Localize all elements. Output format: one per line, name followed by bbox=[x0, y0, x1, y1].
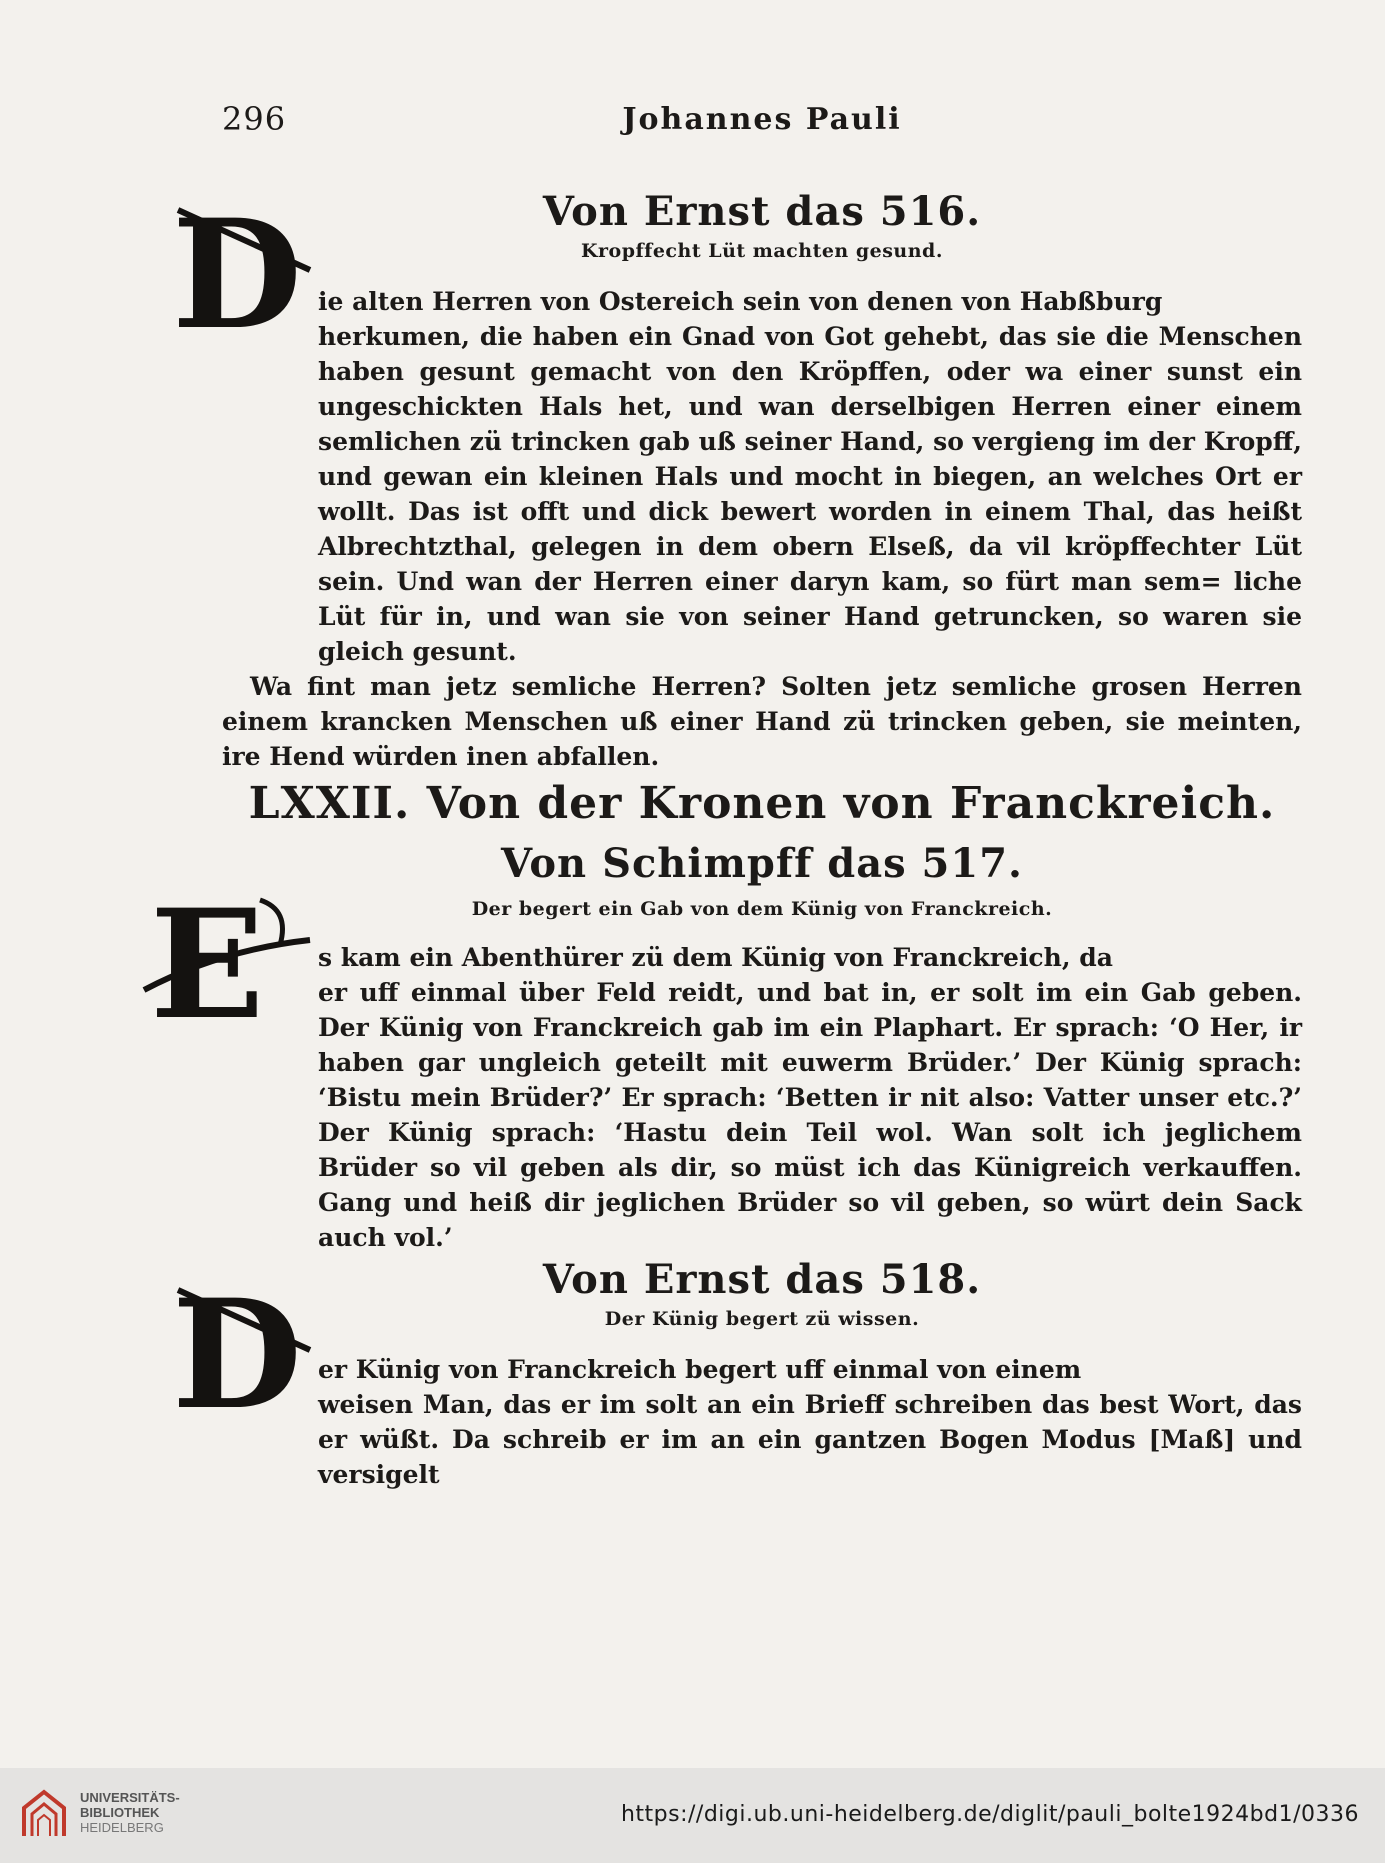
section-517-dropcap: E bbox=[150, 877, 265, 1053]
section-518-subheading: Der Künig begert zü wissen. bbox=[604, 1308, 920, 1330]
permalink-url[interactable]: https://digi.ub.uni-heidelberg.de/diglit/pauli_bolte1924bd1/0336 bbox=[620, 1802, 1359, 1827]
section-517-heading: Von Schimpff das 517. bbox=[501, 840, 1023, 887]
section-516-heading: Von Ernst das 516. bbox=[542, 188, 982, 235]
library-logo-icon bbox=[18, 1786, 70, 1844]
section-517-paragraph: er uff einmal über Feld reidt, und bat in, er solt im ein Gab geben. Der Künig von Franckreich gab im ein Plaphart. Er sprach: ‘O Her, ir haben gar ungleich geteilt mit euwerm Brüder.’ Der Künig sprach: ‘Bistu mein Brüder?’ Er sprach: ‘Betten ir nit also: Vatter unser etc.?’ Der Künig sprach: ‘Hastu dein Teil wol. Wan solt ich jeglichem Brüder so vil geben als dir, so müst ich das Künigreich verkauffen. Gang und heiß dir jeglichen Brüder so vil geben, so würt dein Sack auch vol.’ bbox=[318, 978, 1302, 1252]
section-516-paragraph: herkumen, die haben ein Gnad von Got gehebt, das sie die Menschen haben gesunt gemacht von den Kröpffen, oder wa einer sunst ein ungeschickten Hals het, und wan derselbigen Herren einer einem semlichen zü trincken gab uß seiner Hand, so vergieng im der Kropff, und gewan ein kleinen Hals und mocht in biegen, an welches Ort er wollt. Das ist offt und dick bewert worden in einem Thal, das heißt Albrechtzthal, gelegen in dem obern Elseß, da vil kröpffechter Lüt sein. Und wan der Herren einer daryn kam, so fürt man sem= liche Lüt für in, und wan sie von seiner Hand getruncken, so waren sie gleich gesunt. bbox=[318, 322, 1302, 666]
logo-line: HEIDELBERG bbox=[80, 1820, 164, 1835]
logo-line: BIBLIOTHEK bbox=[80, 1805, 160, 1820]
page-header bbox=[222, 92, 1302, 142]
library-logo-text bbox=[80, 1790, 180, 1835]
section-517-subheading: Der begert ein Gab von dem Künig von Franckreich. bbox=[471, 898, 1053, 920]
section-516-dropcap: D bbox=[172, 187, 303, 363]
section-518-paragraph: weisen Man, das er im solt an ein Brieff schreiben das best Wort, das er wüßt. Da schreib er im an ein gantzen Bogen Modus [Maß] und versigelt bbox=[318, 1390, 1302, 1489]
section-516-lead-in: ie alten Herren von Ostereich sein von denen von Habßburg bbox=[318, 287, 1163, 316]
section-517-body bbox=[222, 940, 1302, 1255]
running-head: Johannes Pauli bbox=[622, 102, 902, 137]
section-518-lead-in: er Künig von Franckreich begert uff einmal von einem bbox=[318, 1355, 1082, 1384]
section-516-subheading: Kropffecht Lüt machten gesund. bbox=[581, 240, 943, 262]
logo-line: UNIVERSITÄTS- bbox=[80, 1790, 180, 1805]
section-518-heading: Von Ernst das 518. bbox=[542, 1256, 982, 1303]
chapter-title: LXXII. Von der Kronen von Franckreich. bbox=[248, 778, 1276, 829]
section-518-dropcap: D bbox=[172, 1267, 303, 1443]
page-number: 296 bbox=[222, 100, 287, 138]
section-516-body bbox=[222, 284, 1302, 774]
section-516-paragraph: Wa fint man jetz semliche Herren? Solten jetz semliche grosen Herren einem krancken Menschen uß einer Hand zü trincken geben, sie meinten, ire Hend würden inen abfallen. bbox=[222, 672, 1302, 771]
section-517-lead-in: s kam ein Abenthürer zü dem Künig von Franckreich, da bbox=[318, 943, 1113, 972]
section-518-body bbox=[222, 1352, 1302, 1492]
viewer-footer bbox=[0, 1768, 1385, 1863]
